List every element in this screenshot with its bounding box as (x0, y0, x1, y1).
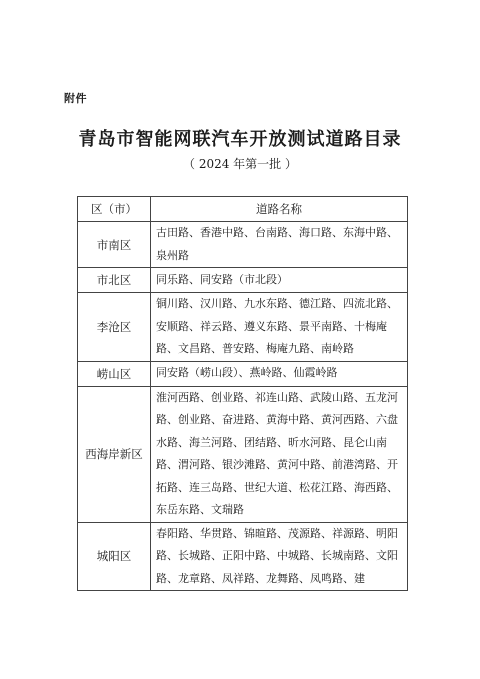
document-subtitle: （ 2024 年第一批 ） (183, 157, 297, 171)
road-list-cell: 铜川路、汉川路、九水东路、德江路、四流北路、安顺路、祥云路、遵义东路、景平南路、十梅庵路、文昌路、普安路、梅庵九路、南岭路 (151, 293, 408, 362)
table-row (78, 522, 408, 591)
table-header-row (78, 197, 408, 222)
district-cell: 市北区 (78, 268, 151, 293)
road-directory-table (77, 196, 408, 591)
road-list-cell: 同乐路、同安路（市北段） (151, 268, 408, 293)
table-row (78, 361, 408, 386)
attachment-label: 附件 (64, 92, 87, 105)
road-list-cell: 春阳路、华贯路、锦暄路、茂源路、祥源路、明阳路、长城路、正阳中路、中城路、长城南路、文阳路、龙章路、凤祥路、龙舞路、凤鸣路、建 (151, 522, 408, 591)
road-list-cell: 古田路、香港中路、台南路、海口路、东海中路、泉州路 (151, 222, 408, 268)
road-list-cell: 淮河西路、创业路、祁连山路、武陵山路、五龙河路、创业路、奋进路、黄海中路、黄河西路、六盘水路、海兰河路、团结路、昕水河路、昆仑山南路、渭河路、银沙滩路、黄河中路、前港湾路、开拓路、连三岛路、世纪大道、松花江路、海西路、东岳东路、文瑞路 (151, 386, 408, 522)
table-row (78, 268, 408, 293)
district-cell: 城阳区 (78, 522, 151, 591)
header-district: 区（市） (78, 197, 151, 222)
table-row (78, 293, 408, 362)
document-title: 青岛市智能网联汽车开放测试道路目录 (78, 129, 402, 150)
header-road-names: 道路名称 (151, 197, 408, 222)
table-row (78, 386, 408, 522)
district-cell: 李沧区 (78, 293, 151, 362)
road-list-cell: 同安路（崂山段）、燕岭路、仙霞岭路 (151, 361, 408, 386)
district-cell: 市南区 (78, 222, 151, 268)
district-cell: 崂山区 (78, 361, 151, 386)
table-row (78, 222, 408, 268)
district-cell: 西海岸新区 (78, 386, 151, 522)
